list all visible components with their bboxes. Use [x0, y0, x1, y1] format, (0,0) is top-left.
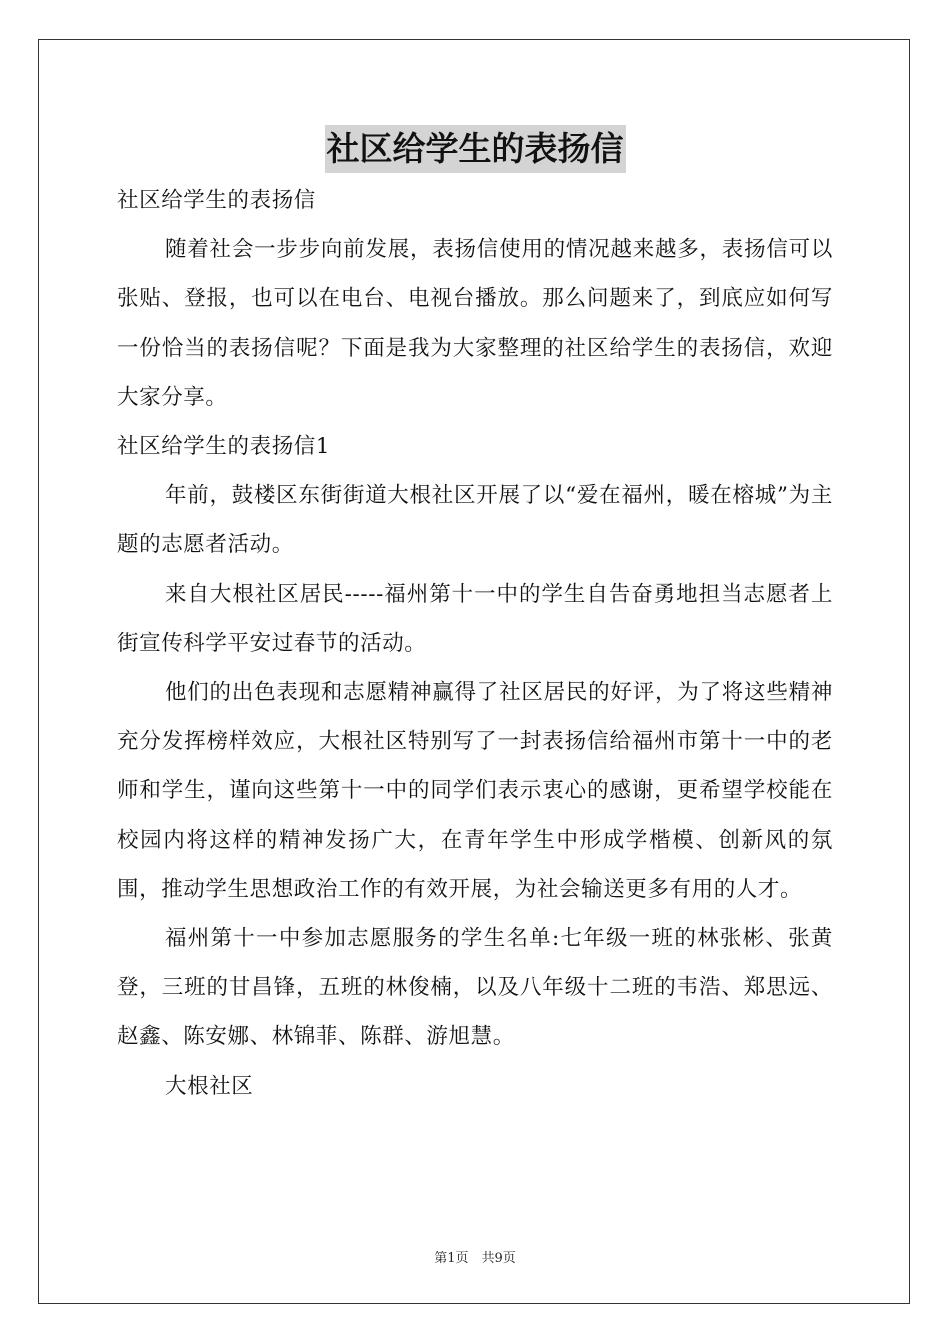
subtitle: 社区给学生的表扬信 [117, 188, 316, 213]
signature: 大根社区 [165, 1073, 254, 1099]
title-container [0, 125, 950, 173]
body-paragraph-1: 年前，鼓楼区东街街道大根社区开展了以“爱在福州，暖在榕城”为主题的志愿者活动。 [117, 483, 833, 558]
body-paragraph-2: 来自大根社区居民-----福州第十一中的学生自告奋勇地担当志愿者上街宣传科学平安过春节的活动。 [117, 581, 833, 656]
body-paragraph-3: 他们的出色表现和志愿精神赢得了社区居民的好评，为了将这些精神充分发挥榜样效应，大根社区特别写了一封表扬信给福州市第十一中的老师和学生，谨向这些第十一中的同学们表示衷心的感谢，更希望学校能在校园内将这样的精神发扬广大，在青年学生中形成学楷模、创新风的氛围，推动学生思想政治工作的有效开展，为社会输送更多有用的人才。 [117, 680, 833, 902]
intro-paragraph: 随着社会一步步向前发展，表扬信使用的情况越来越多，表扬信可以张贴、登报，也可以在电台、电视台播放。那么问题来了，到底应如何写一份恰当的表扬信呢？下面是我为大家整理的社区给学生的表扬信，欢迎大家分享。 [117, 237, 833, 410]
document-body [117, 176, 833, 1111]
document-title: 社区给学生的表扬信 [325, 125, 626, 173]
body-paragraph-4: 福州第十一中参加志愿服务的学生名单:七年级一班的林张彬、张黄登，三班的甘昌锋，五班的林俊楠，以及八年级十二班的韦浩、郑思远、赵鑫、陈安娜、林锦菲、陈群、游旭慧。 [117, 926, 833, 1050]
page-number-label: 第1页 共9页 [434, 1251, 516, 1266]
section-heading: 社区给学生的表扬信1 [117, 434, 331, 460]
page-footer [0, 1247, 950, 1266]
